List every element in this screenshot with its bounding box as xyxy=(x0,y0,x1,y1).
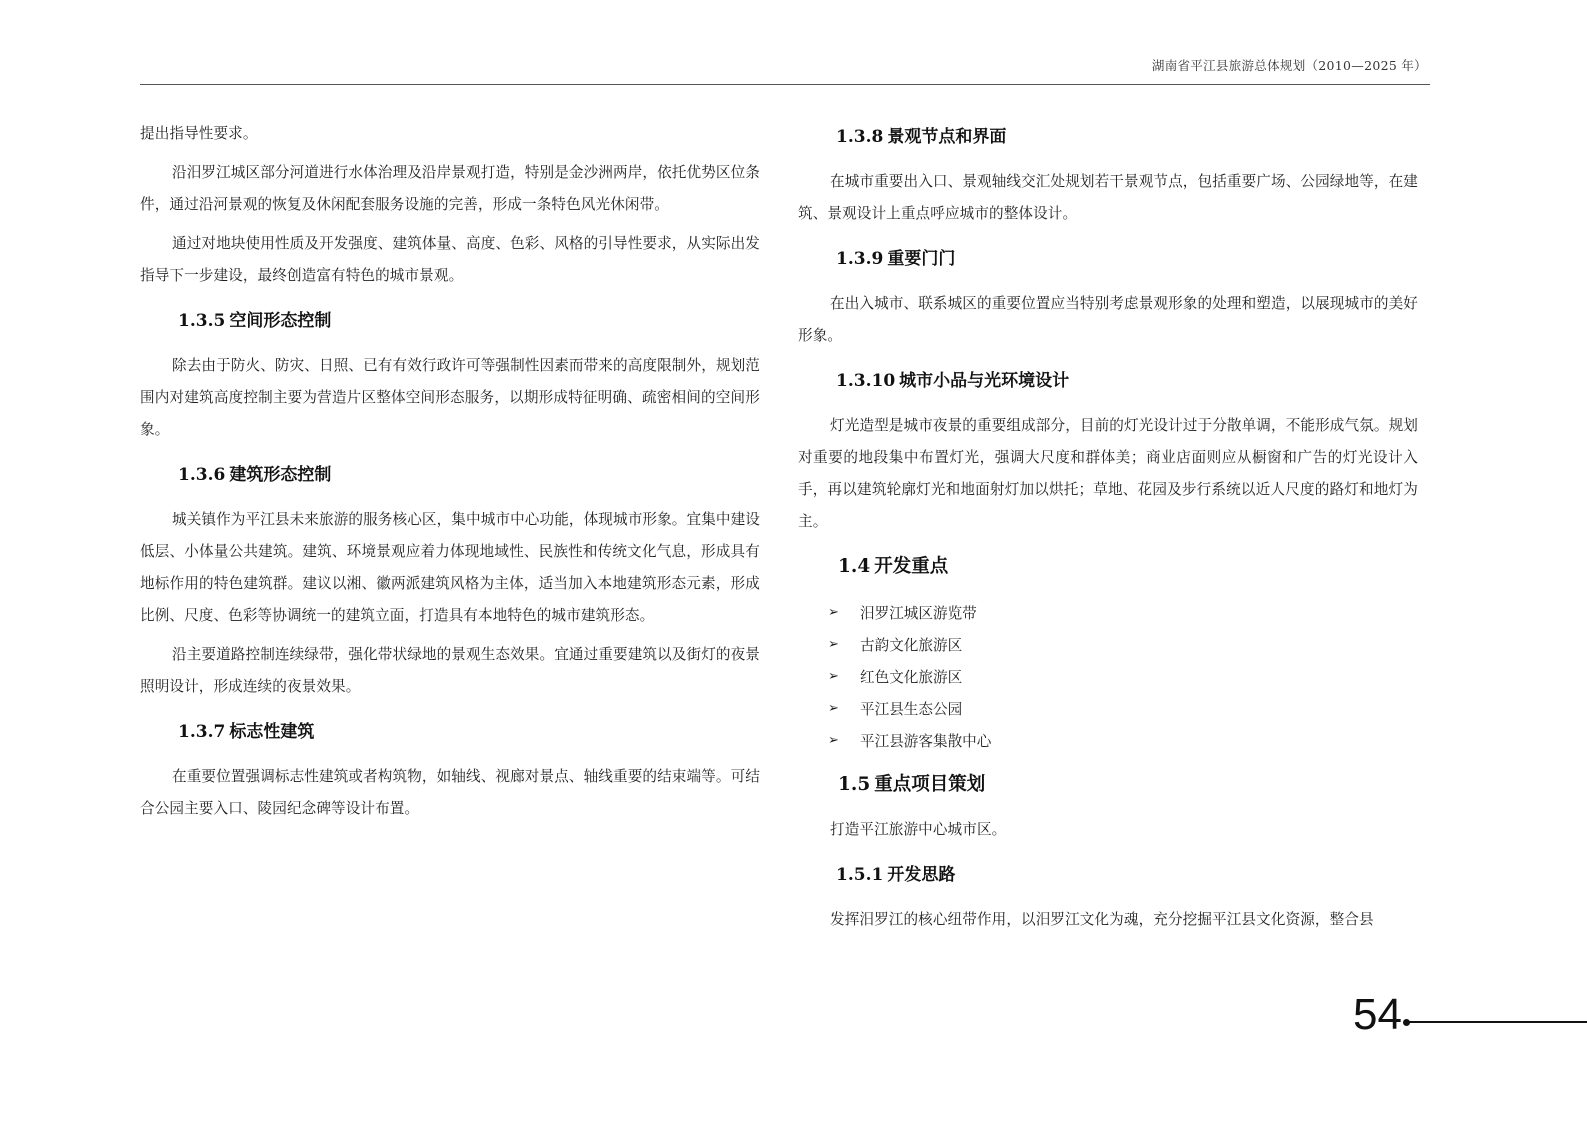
right-column xyxy=(798,118,1418,943)
paragraph: 在重要位置强调标志性建筑或者构筑物，如轴线、视廊对景点、轴线重要的结束端等。可结合公园主要入口、陵园纪念碑等设计布置。 xyxy=(140,768,760,817)
section-number: 1.5 xyxy=(838,774,871,795)
section-title: 景观节点和界面 xyxy=(887,127,1007,147)
section-heading-1-4 xyxy=(838,554,1418,580)
arrowhead-bullet-icon: ➢ xyxy=(828,732,839,748)
list-item xyxy=(798,692,1418,724)
section-number: 1.3.10 xyxy=(836,371,896,391)
list-item xyxy=(798,660,1418,692)
section-title: 重要门门 xyxy=(887,249,956,269)
paragraph: 沿主要道路控制连续绿带，强化带状绿地的景观生态效果。宜通过重要建筑以及街灯的夜景照明设计，形成连续的夜景效果。 xyxy=(140,646,760,695)
list-item-label: 红色文化旅游区 xyxy=(860,668,963,686)
list-item-label: 古韵文化旅游区 xyxy=(860,636,963,654)
paragraph: 城关镇作为平江县未来旅游的服务核心区，集中城市中心功能，体现城市形象。宜集中建设低层、小体量公共建筑。建筑、环境景观应着力体现地域性、民族性和传统文化气息，形成具有地标作用的特色建筑群。建议以湘、徽两派建筑风格为主体，适当加入本地建筑形态元素，形成比例、尺度、色彩等协调统一的建筑立面，打造具有本地特色的城市建筑形态。 xyxy=(140,511,760,624)
running-header: 湖南省平江县旅游总体规划（2010—2025 年） xyxy=(1151,58,1427,73)
arrowhead-bullet-icon: ➢ xyxy=(828,700,839,716)
section-number: 1.5.1 xyxy=(836,865,884,885)
paragraph: 通过对地块使用性质及开发强度、建筑体量、高度、色彩、风格的引导性要求，从实际出发指导下一步建设，最终创造富有特色的城市景观。 xyxy=(140,235,760,284)
paragraph: 提出指导性要求。 xyxy=(140,125,258,142)
section-title: 建筑形态控制 xyxy=(229,465,332,485)
section-heading-1-3-6 xyxy=(178,462,760,488)
arrowhead-bullet-icon: ➢ xyxy=(828,668,839,684)
paragraph: 在城市重要出入口、景观轴线交汇处规划若干景观节点，包括重要广场、公园绿地等，在建筑、景观设计上重点呼应城市的整体设计。 xyxy=(798,173,1418,222)
section-title: 开发重点 xyxy=(874,556,949,577)
paragraph: 灯光造型是城市夜景的重要组成部分，目前的灯光设计过于分散单调，不能形成气氛。规划对重要的地段集中布置灯光，强调大尺度和群体美；商业店面则应从橱窗和广告的灯光设计入手，再以建筑轮廓灯光和地面射灯加以烘托；草地、花园及步行系统以近人尺度的路灯和地灯为主。 xyxy=(798,417,1418,530)
section-title: 重点项目策划 xyxy=(874,774,986,795)
header-rule xyxy=(140,84,1430,85)
paragraph: 除去由于防火、防灾、日照、已有有效行政许可等强制性因素而带来的高度限制外，规划范围内对建筑高度控制主要为营造片区整体空间形态服务，以期形成特征明确、疏密相间的空间形象。 xyxy=(140,357,760,438)
section-heading-1-5-1 xyxy=(836,862,1418,888)
section-title: 空间形态控制 xyxy=(229,311,332,331)
page-number: 54 xyxy=(1353,990,1402,1039)
arrowhead-bullet-icon: ➢ xyxy=(828,636,839,652)
section-heading-1-3-10 xyxy=(836,368,1418,394)
section-heading-1-5 xyxy=(838,772,1418,798)
paragraph: 打造平江旅游中心城市区。 xyxy=(830,821,1007,838)
section-heading-1-3-8 xyxy=(836,124,1418,150)
section-number: 1.3.6 xyxy=(178,465,226,485)
section-number: 1.3.5 xyxy=(178,311,226,331)
section-heading-1-3-7 xyxy=(178,719,760,745)
paragraph: 沿汨罗江城区部分河道进行水体治理及沿岸景观打造，特别是金沙洲两岸，依托优势区位条件，通过沿河景观的恢复及休闲配套服务设施的完善，形成一条特色风光休闲带。 xyxy=(140,164,760,213)
paragraph: 在出入城市、联系城区的重要位置应当特别考虑景观形象的处理和塑造，以展现城市的美好形象。 xyxy=(798,295,1418,344)
section-title: 标志性建筑 xyxy=(229,722,315,742)
section-number: 1.3.7 xyxy=(178,722,226,742)
arrowhead-bullet-icon: ➢ xyxy=(828,604,839,620)
bullet-list xyxy=(798,596,1418,756)
page-number-rule xyxy=(1408,1021,1587,1023)
paragraph: 发挥汨罗江的核心纽带作用，以汨罗江文化为魂，充分挖掘平江县文化资源，整合县 xyxy=(830,911,1374,928)
list-item-label: 平江县生态公园 xyxy=(860,700,963,718)
section-title: 城市小品与光环境设计 xyxy=(899,371,1070,391)
list-item xyxy=(798,596,1418,628)
section-number: 1.3.9 xyxy=(836,249,884,269)
list-item-label: 平江县游客集散中心 xyxy=(860,732,992,750)
section-number: 1.4 xyxy=(838,556,871,577)
list-item xyxy=(798,724,1418,756)
left-column xyxy=(140,118,760,832)
section-title: 开发思路 xyxy=(887,865,956,885)
section-number: 1.3.8 xyxy=(836,127,884,147)
list-item-label: 汨罗江城区游览带 xyxy=(860,604,977,622)
section-heading-1-3-9 xyxy=(836,246,1418,272)
section-heading-1-3-5 xyxy=(178,308,760,334)
list-item xyxy=(798,628,1418,660)
